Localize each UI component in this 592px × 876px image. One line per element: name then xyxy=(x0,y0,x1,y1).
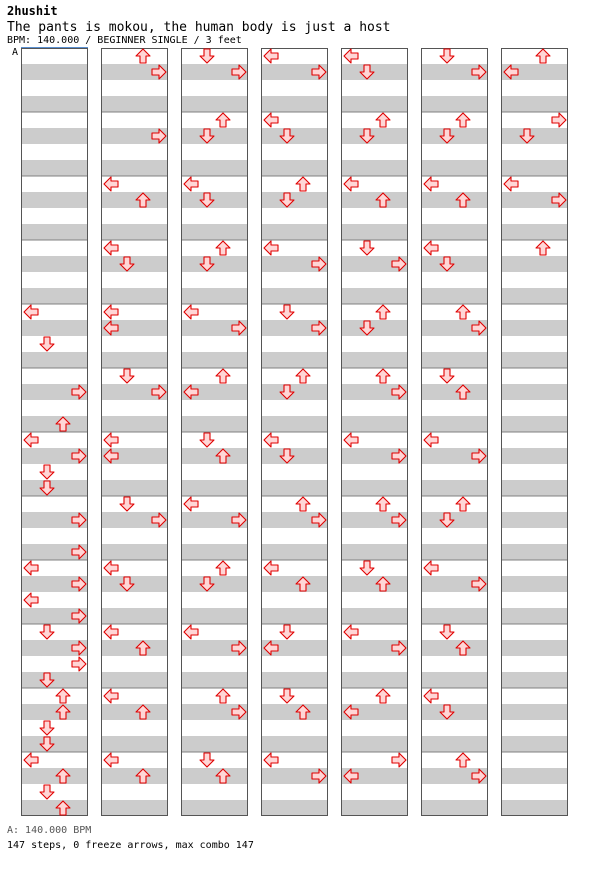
beat-stripe xyxy=(341,160,408,176)
beat-stripe xyxy=(421,352,488,368)
beat-stripe xyxy=(341,192,408,208)
beat-stripe xyxy=(341,544,408,560)
beat-stripe xyxy=(261,160,328,176)
beat-stripe xyxy=(501,320,568,336)
beat-stripe xyxy=(101,672,168,688)
beat-stripe xyxy=(421,192,488,208)
beat-stripe xyxy=(341,672,408,688)
beat-stripe xyxy=(421,160,488,176)
beat-stripe xyxy=(261,224,328,240)
beat-stripe xyxy=(101,416,168,432)
beat-stripe xyxy=(261,704,328,720)
beat-stripe xyxy=(501,448,568,464)
chart-column xyxy=(421,48,488,816)
beat-stripe xyxy=(21,224,88,240)
beat-stripe xyxy=(101,288,168,304)
beat-stripe xyxy=(101,96,168,112)
beat-stripe xyxy=(421,384,488,400)
beat-stripe xyxy=(341,736,408,752)
beat-stripe xyxy=(421,608,488,624)
beat-stripe xyxy=(341,800,408,816)
bpm-change-line xyxy=(21,47,88,48)
beat-stripe xyxy=(501,736,568,752)
chart-column xyxy=(101,48,168,816)
beat-stripe xyxy=(21,128,88,144)
beat-stripe xyxy=(101,160,168,176)
beat-stripe xyxy=(261,96,328,112)
beat-stripe xyxy=(181,352,248,368)
beat-stripe xyxy=(261,544,328,560)
beat-stripe xyxy=(501,256,568,272)
beat-stripe xyxy=(21,416,88,432)
beat-stripe xyxy=(21,64,88,80)
beat-stripe xyxy=(261,608,328,624)
beat-stripe xyxy=(421,96,488,112)
beat-stripe xyxy=(101,704,168,720)
beat-stripe xyxy=(501,704,568,720)
beat-stripe xyxy=(501,160,568,176)
beat-stripe xyxy=(101,608,168,624)
beat-stripe xyxy=(181,288,248,304)
beat-stripe xyxy=(421,224,488,240)
song-subtitle: The pants is mokou, the human body is just a host xyxy=(7,20,391,35)
beat-stripe xyxy=(501,352,568,368)
beat-stripe xyxy=(341,608,408,624)
beat-stripe xyxy=(421,544,488,560)
beat-stripe xyxy=(181,224,248,240)
beat-stripe xyxy=(341,416,408,432)
beat-stripe xyxy=(501,384,568,400)
beat-stripe xyxy=(421,736,488,752)
beat-stripe xyxy=(101,768,168,784)
beat-stripe xyxy=(341,224,408,240)
beat-stripe xyxy=(21,800,88,816)
beat-stripe xyxy=(421,672,488,688)
beat-stripe xyxy=(181,736,248,752)
beat-stripe xyxy=(501,512,568,528)
beat-stripe xyxy=(21,256,88,272)
beat-stripe xyxy=(501,224,568,240)
beat-stripe xyxy=(21,320,88,336)
beat-stripe xyxy=(341,352,408,368)
beat-stripe xyxy=(261,288,328,304)
beat-stripe xyxy=(501,608,568,624)
step-stats: 147 steps, 0 freeze arrows, max combo 147 xyxy=(7,840,254,851)
beat-stripe xyxy=(421,416,488,432)
beat-stripe xyxy=(501,576,568,592)
beat-stripe xyxy=(421,480,488,496)
song-title: 2hushit xyxy=(7,4,58,18)
beat-stripe xyxy=(181,416,248,432)
chart-column xyxy=(341,48,408,816)
beat-stripe xyxy=(261,800,328,816)
beat-stripe xyxy=(501,544,568,560)
beat-stripe xyxy=(501,416,568,432)
beat-stripe xyxy=(181,800,248,816)
beat-stripe xyxy=(181,608,248,624)
bpm-change-marker: A xyxy=(12,47,19,58)
beat-stripe xyxy=(501,480,568,496)
beat-stripe xyxy=(261,576,328,592)
beat-stripe xyxy=(501,768,568,784)
beat-stripe xyxy=(181,768,248,784)
beat-stripe xyxy=(181,448,248,464)
beat-stripe xyxy=(101,544,168,560)
beat-stripe xyxy=(181,672,248,688)
beat-stripe xyxy=(21,288,88,304)
beat-stripe xyxy=(421,640,488,656)
beat-stripe xyxy=(21,768,88,784)
chart-column xyxy=(261,48,328,816)
beat-stripe xyxy=(341,480,408,496)
beat-stripe xyxy=(181,544,248,560)
beat-stripe xyxy=(21,96,88,112)
beat-stripe xyxy=(501,288,568,304)
beat-stripe xyxy=(501,640,568,656)
beat-stripe xyxy=(501,800,568,816)
beat-stripe xyxy=(181,480,248,496)
beat-stripe xyxy=(101,192,168,208)
beat-stripe xyxy=(501,672,568,688)
beat-stripe xyxy=(341,288,408,304)
beat-stripe xyxy=(21,160,88,176)
beat-stripe xyxy=(261,736,328,752)
beat-stripe xyxy=(181,160,248,176)
beat-stripe xyxy=(341,576,408,592)
beat-stripe xyxy=(261,672,328,688)
beat-stripe xyxy=(21,192,88,208)
beat-stripe xyxy=(101,224,168,240)
beat-stripe xyxy=(101,800,168,816)
chart-column xyxy=(181,48,248,816)
beat-stripe xyxy=(501,96,568,112)
beat-stripe xyxy=(421,288,488,304)
beat-stripe xyxy=(181,96,248,112)
chart-meta: BPM: 140.000 / BEGINNER SINGLE / 3 feet xyxy=(7,35,242,46)
chart-column xyxy=(501,48,568,816)
beat-stripe xyxy=(261,480,328,496)
beat-stripe xyxy=(261,352,328,368)
beat-stripe xyxy=(21,704,88,720)
beat-stripe xyxy=(101,480,168,496)
beat-stripe xyxy=(21,352,88,368)
beat-stripe xyxy=(341,96,408,112)
beat-stripe xyxy=(101,640,168,656)
beat-stripe xyxy=(261,416,328,432)
beat-stripe xyxy=(421,800,488,816)
bpm-legend: A: 140.000 BPM xyxy=(7,825,92,836)
beat-stripe xyxy=(101,736,168,752)
chart-column xyxy=(21,48,88,816)
beat-stripe xyxy=(101,352,168,368)
